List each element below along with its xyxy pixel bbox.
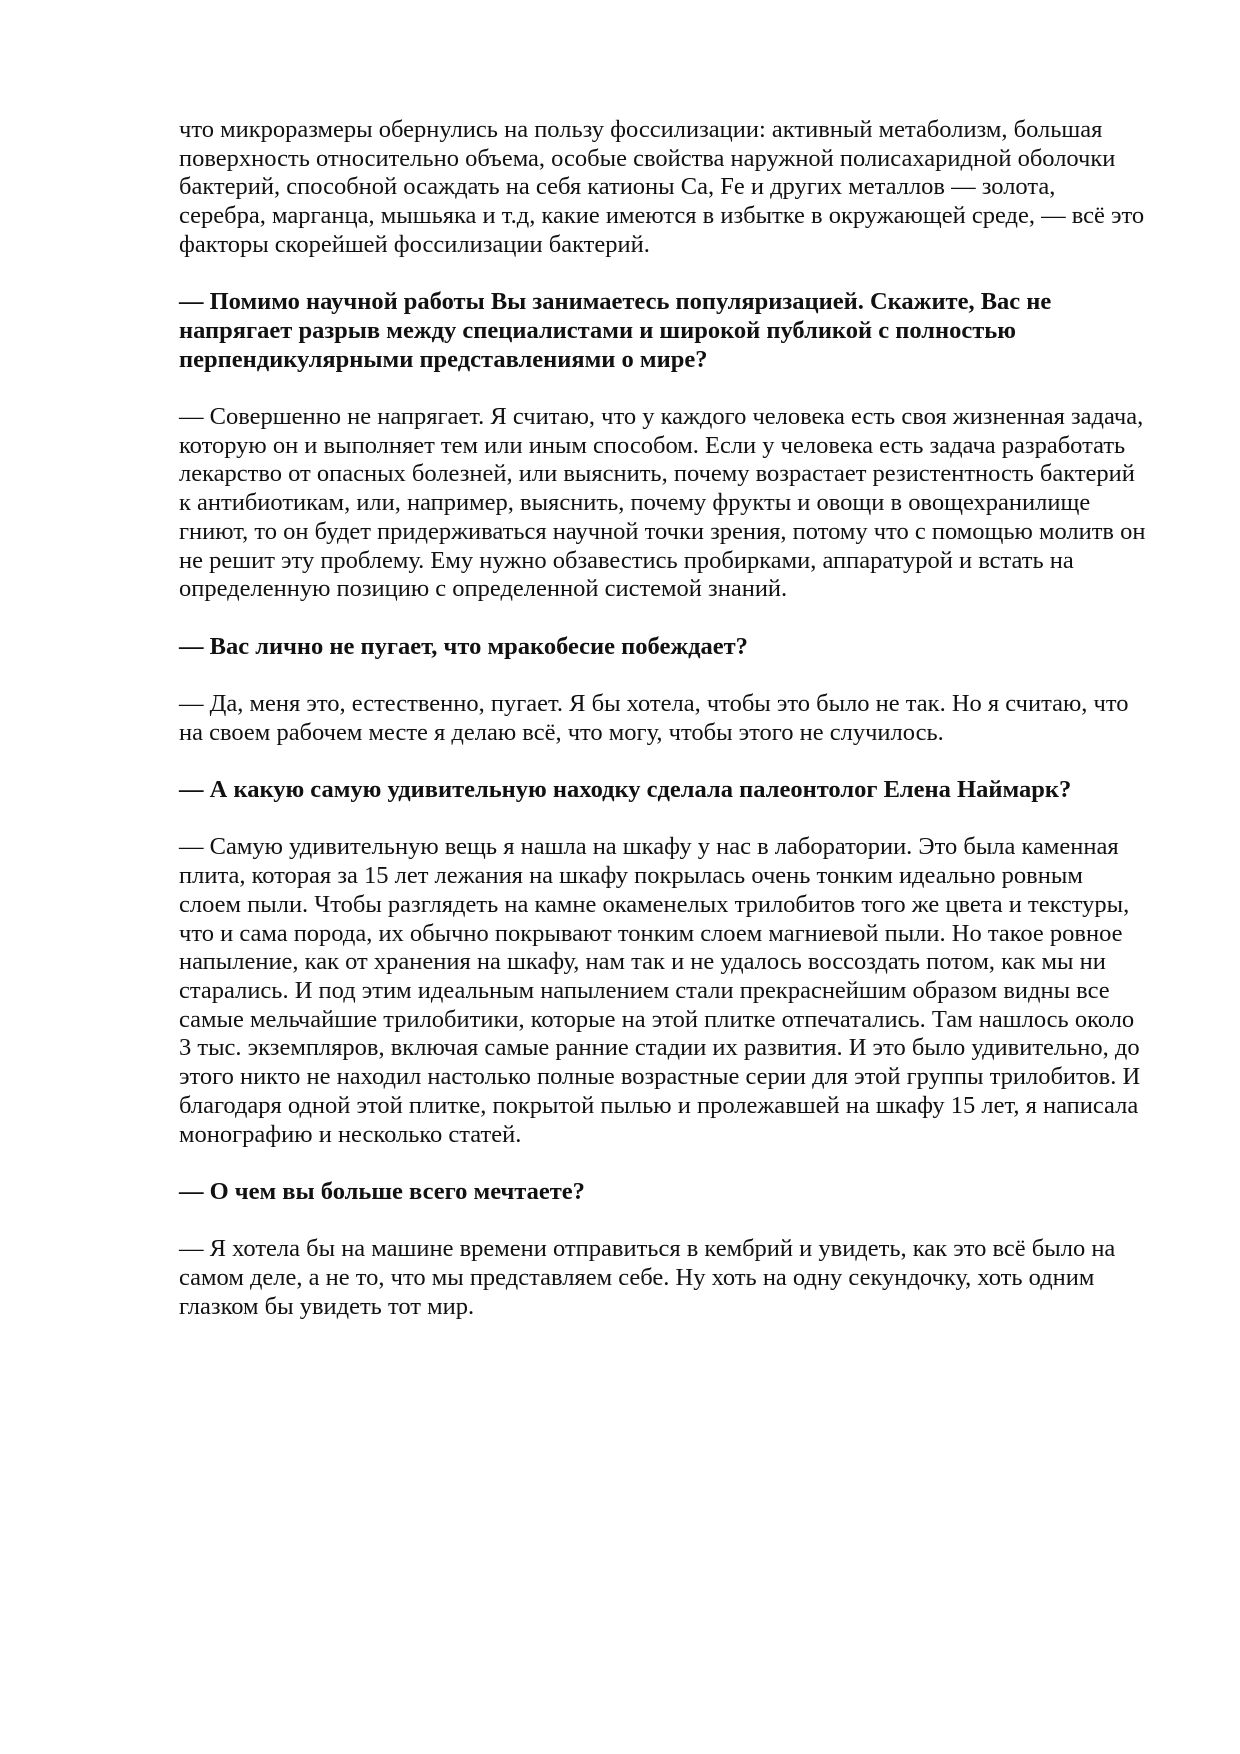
answer-paragraph: что микроразмеры обернулись на пользу фоссилизации: активный метаболизм, большая поверхность относительно объема, особые свойства наружной полисахаридной оболочки бактерий, способной осаждать на себя катионы Ca, Fe и других металлов — золота, серебра, марганца, мышьяка и т.д, какие имеются в избытке в окружающей среде, — всё это факторы скорейшей фоссилизации бактерий. [179, 116, 1145, 258]
interview-question: — А какую самую удивительную находку сделала палеонтолог Елена Наймарк? [179, 776, 1072, 804]
answer-paragraph: — Да, меня это, естественно, пугает. Я бы хотела, чтобы это было не так. Но я считаю, что на своем рабочем месте я делаю всё, что могу, чтобы этого не случилось. [179, 690, 1129, 746]
answer-paragraph: — Я хотела бы на машине времени отправиться в кембрий и увидеть, как это всё было на самом деле, а не то, что мы представляем себе. Ну хоть на одну секундочку, хоть одним глазком бы увидеть тот мир. [179, 1235, 1116, 1320]
answer-paragraph: — Совершенно не напрягает. Я считаю, что у каждого человека есть своя жизненная задача, которую он и выполняет тем или иным способом. Если у человека есть задача разработать лекарство от опасных болезней, или выяснить, почему возрастает резистентность бактерий к антибиотикам, или, например, выяснить, почему фрукты и овощи в овощехранилище гниют, то он будет придерживаться научной точки зрения, потому что с помощью молитв он не решит эту проблему. Ему нужно обзавестись пробирками, аппаратурой и встать на определенную позицию с определенной системой знаний. [179, 403, 1146, 603]
interview-question: — О чем вы больше всего мечтаете? [179, 1177, 585, 1205]
answer-paragraph: — Самую удивительную вещь я нашла на шкафу у нас в лаборатории. Это была каменная плита, которая за 15 лет лежания на шкафу покрылась очень тонким идеально ровным слоем пыли. Чтобы разглядеть на камне окаменелых трилобитов того же цвета и текстуры, что и сама порода, их обычно покрывают тонким слоем магниевой пыли. Но такое ровное напыление, как от хранения на шкафу, нам так и не удалось воссоздать потом, как мы ни старались. И под этим идеальным напылением стали прекраснейшим образом видны все самые мельчайшие трилобитики, которые на этой плитке отпечатались. Там нашлось около 3 тыс. экземпляров, включая самые ранние стадии их развития. И это было удивительно, до этого никто не находил настолько полные возрастные серии для этой группы трилобитов. И благодаря одной этой плитке, покрытой пылью и пролежавшей на шкафу 15 лет, я написала монографию и несколько статей. [179, 833, 1141, 1148]
interview-question: — Помимо научной работы Вы занимаетесь популяризацией. Скажите, Вас не напрягает разрыв между специалистами и широкой публикой с полностью перпендикулярными представлениями о мире? [179, 288, 1052, 373]
interview-question: — Вас лично не пугает, что мракобесие побеждает? [179, 632, 748, 660]
document-page [179, 116, 1147, 1350]
